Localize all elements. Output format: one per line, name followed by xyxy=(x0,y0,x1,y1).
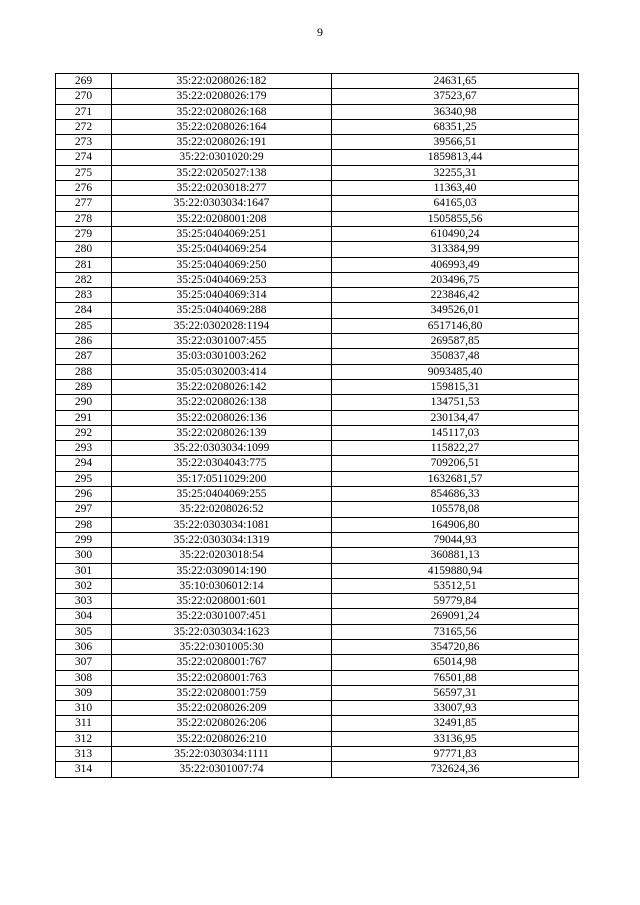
row-number-cell: 294 xyxy=(56,456,112,471)
value-cell: 350837,48 xyxy=(332,349,579,364)
cadastral-number-cell: 35:22:0301007:451 xyxy=(112,609,332,624)
row-number-cell: 285 xyxy=(56,318,112,333)
row-number-cell: 314 xyxy=(56,762,112,777)
cadastral-number-cell: 35:22:0208026:139 xyxy=(112,425,332,440)
cadastral-number-cell: 35:22:0208026:138 xyxy=(112,395,332,410)
cadastral-number-cell: 35:22:0208001:601 xyxy=(112,594,332,609)
cadastral-number-cell: 35:22:0301007:74 xyxy=(112,762,332,777)
page-number: 9 xyxy=(317,25,323,39)
row-number-cell: 291 xyxy=(56,410,112,425)
table-row xyxy=(56,487,579,502)
cadastral-number-cell: 35:25:0404069:251 xyxy=(112,226,332,241)
cadastral-number-cell: 35:25:0404069:253 xyxy=(112,272,332,287)
row-number-cell: 306 xyxy=(56,639,112,654)
value-cell: 9093485,40 xyxy=(332,364,579,379)
cadastral-number-cell: 35:22:0208026:206 xyxy=(112,716,332,731)
row-number-cell: 283 xyxy=(56,288,112,303)
value-cell: 6517146,80 xyxy=(332,318,579,333)
cadastral-number-cell: 35:22:0303034:1099 xyxy=(112,441,332,456)
table-row xyxy=(56,716,579,731)
row-number-cell: 297 xyxy=(56,502,112,517)
cadastral-number-cell: 35:22:0208026:136 xyxy=(112,410,332,425)
cadastral-number-cell: 35:22:0301005:30 xyxy=(112,639,332,654)
cadastral-number-cell: 35:22:0203018:277 xyxy=(112,181,332,196)
cadastral-number-cell: 35:22:0303034:1111 xyxy=(112,747,332,762)
cadastral-number-cell: 35:22:0309014:190 xyxy=(112,563,332,578)
cadastral-number-cell: 35:22:0303034:1319 xyxy=(112,532,332,547)
table-row xyxy=(56,731,579,746)
row-number-cell: 303 xyxy=(56,594,112,609)
row-number-cell: 270 xyxy=(56,89,112,104)
row-number-cell: 273 xyxy=(56,135,112,150)
cadastral-number-cell: 35:22:0208026:210 xyxy=(112,731,332,746)
value-cell: 56597,31 xyxy=(332,685,579,700)
value-cell: 76501,88 xyxy=(332,670,579,685)
cadastral-number-cell: 35:22:0208001:767 xyxy=(112,655,332,670)
table-row xyxy=(56,655,579,670)
table-row xyxy=(56,165,579,180)
cadastral-number-cell: 35:22:0208026:182 xyxy=(112,74,332,89)
table-row xyxy=(56,395,579,410)
table-row xyxy=(56,517,579,532)
table-row xyxy=(56,364,579,379)
value-cell: 115822,27 xyxy=(332,441,579,456)
row-number-cell: 290 xyxy=(56,395,112,410)
cadastral-number-cell: 35:22:0208001:763 xyxy=(112,670,332,685)
value-cell: 349526,01 xyxy=(332,303,579,318)
cadastral-number-cell: 35:22:0303034:1623 xyxy=(112,624,332,639)
value-cell: 53512,51 xyxy=(332,578,579,593)
row-number-cell: 276 xyxy=(56,181,112,196)
table-row xyxy=(56,196,579,211)
value-cell: 79044,93 xyxy=(332,532,579,547)
row-number-cell: 300 xyxy=(56,548,112,563)
row-number-cell: 308 xyxy=(56,670,112,685)
row-number-cell: 293 xyxy=(56,441,112,456)
table-row xyxy=(56,670,579,685)
cadastral-number-cell: 35:22:0301007:455 xyxy=(112,334,332,349)
cadastral-number-cell: 35:22:0303034:1647 xyxy=(112,196,332,211)
row-number-cell: 278 xyxy=(56,211,112,226)
cadastral-number-cell: 35:22:0304043:775 xyxy=(112,456,332,471)
table-row xyxy=(56,334,579,349)
table-row xyxy=(56,226,579,241)
row-number-cell: 312 xyxy=(56,731,112,746)
value-cell: 32255,31 xyxy=(332,165,579,180)
value-cell: 1505855,56 xyxy=(332,211,579,226)
cadastral-number-cell: 35:10:0306012:14 xyxy=(112,578,332,593)
row-number-cell: 286 xyxy=(56,334,112,349)
value-cell: 4159880,94 xyxy=(332,563,579,578)
row-number-cell: 272 xyxy=(56,119,112,134)
value-cell: 269587,85 xyxy=(332,334,579,349)
cadastral-number-cell: 35:03:0301003:262 xyxy=(112,349,332,364)
table-row xyxy=(56,119,579,134)
row-number-cell: 310 xyxy=(56,701,112,716)
table-row xyxy=(56,701,579,716)
table-row xyxy=(56,456,579,471)
table-row xyxy=(56,288,579,303)
value-cell: 1632681,57 xyxy=(332,471,579,486)
cadastral-number-cell: 35:22:0208026:168 xyxy=(112,104,332,119)
table-row xyxy=(56,609,579,624)
row-number-cell: 304 xyxy=(56,609,112,624)
row-number-cell: 284 xyxy=(56,303,112,318)
table-row xyxy=(56,242,579,257)
table-row xyxy=(56,410,579,425)
row-number-cell: 288 xyxy=(56,364,112,379)
table-row xyxy=(56,548,579,563)
value-cell: 159815,31 xyxy=(332,379,579,394)
value-cell: 203496,75 xyxy=(332,272,579,287)
row-number-cell: 269 xyxy=(56,74,112,89)
table-body xyxy=(56,74,579,778)
cadastral-number-cell: 35:25:0404069:288 xyxy=(112,303,332,318)
table-row xyxy=(56,74,579,89)
cadastral-number-cell: 35:22:0208001:759 xyxy=(112,685,332,700)
table-row xyxy=(56,150,579,165)
value-cell: 269091,24 xyxy=(332,609,579,624)
row-number-cell: 296 xyxy=(56,487,112,502)
table-row xyxy=(56,379,579,394)
row-number-cell: 309 xyxy=(56,685,112,700)
row-number-cell: 271 xyxy=(56,104,112,119)
table-row xyxy=(56,211,579,226)
row-number-cell: 313 xyxy=(56,747,112,762)
value-cell: 854686,33 xyxy=(332,487,579,502)
value-cell: 610490,24 xyxy=(332,226,579,241)
value-cell: 73165,56 xyxy=(332,624,579,639)
cadastral-number-cell: 35:22:0208026:191 xyxy=(112,135,332,150)
row-number-cell: 277 xyxy=(56,196,112,211)
value-cell: 709206,51 xyxy=(332,456,579,471)
cadastral-value-table xyxy=(55,73,579,778)
cadastral-number-cell: 35:22:0205027:138 xyxy=(112,165,332,180)
value-cell: 360881,13 xyxy=(332,548,579,563)
table-row xyxy=(56,502,579,517)
cadastral-number-cell: 35:22:0301020:29 xyxy=(112,150,332,165)
table-row xyxy=(56,104,579,119)
value-cell: 354720,86 xyxy=(332,639,579,654)
row-number-cell: 281 xyxy=(56,257,112,272)
table-row xyxy=(56,441,579,456)
value-cell: 59779,84 xyxy=(332,594,579,609)
row-number-cell: 275 xyxy=(56,165,112,180)
value-cell: 406993,49 xyxy=(332,257,579,272)
table-row xyxy=(56,181,579,196)
cadastral-number-cell: 35:17:0511029:200 xyxy=(112,471,332,486)
row-number-cell: 301 xyxy=(56,563,112,578)
row-number-cell: 307 xyxy=(56,655,112,670)
row-number-cell: 279 xyxy=(56,226,112,241)
row-number-cell: 298 xyxy=(56,517,112,532)
value-cell: 33007,93 xyxy=(332,701,579,716)
table-row xyxy=(56,532,579,547)
value-cell: 64165,03 xyxy=(332,196,579,211)
table-row xyxy=(56,257,579,272)
table-row xyxy=(56,747,579,762)
table-row xyxy=(56,578,579,593)
value-cell: 230134,47 xyxy=(332,410,579,425)
row-number-cell: 274 xyxy=(56,150,112,165)
table-row xyxy=(56,89,579,104)
cadastral-number-cell: 35:25:0404069:255 xyxy=(112,487,332,502)
row-number-cell: 292 xyxy=(56,425,112,440)
row-number-cell: 302 xyxy=(56,578,112,593)
table-row xyxy=(56,624,579,639)
value-cell: 36340,98 xyxy=(332,104,579,119)
row-number-cell: 299 xyxy=(56,532,112,547)
cadastral-number-cell: 35:22:0208001:208 xyxy=(112,211,332,226)
row-number-cell: 311 xyxy=(56,716,112,731)
table-row xyxy=(56,563,579,578)
cadastral-number-cell: 35:25:0404069:250 xyxy=(112,257,332,272)
table-row xyxy=(56,685,579,700)
cadastral-number-cell: 35:22:0203018:54 xyxy=(112,548,332,563)
row-number-cell: 289 xyxy=(56,379,112,394)
value-cell: 732624,36 xyxy=(332,762,579,777)
value-cell: 223846,42 xyxy=(332,288,579,303)
value-cell: 39566,51 xyxy=(332,135,579,150)
row-number-cell: 282 xyxy=(56,272,112,287)
table-row xyxy=(56,425,579,440)
value-cell: 105578,08 xyxy=(332,502,579,517)
value-cell: 24631,65 xyxy=(332,74,579,89)
cadastral-number-cell: 35:22:0208026:179 xyxy=(112,89,332,104)
cadastral-number-cell: 35:05:0302003:414 xyxy=(112,364,332,379)
value-cell: 11363,40 xyxy=(332,181,579,196)
cadastral-number-cell: 35:22:0303034:1081 xyxy=(112,517,332,532)
table-row xyxy=(56,349,579,364)
cadastral-number-cell: 35:25:0404069:254 xyxy=(112,242,332,257)
table-row xyxy=(56,594,579,609)
table-row xyxy=(56,303,579,318)
table-row xyxy=(56,762,579,777)
cadastral-number-cell: 35:22:0208026:209 xyxy=(112,701,332,716)
table-row xyxy=(56,471,579,486)
table-row xyxy=(56,639,579,654)
row-number-cell: 280 xyxy=(56,242,112,257)
value-cell: 313384,99 xyxy=(332,242,579,257)
value-cell: 134751,53 xyxy=(332,395,579,410)
value-cell: 97771,83 xyxy=(332,747,579,762)
row-number-cell: 295 xyxy=(56,471,112,486)
value-cell: 65014,98 xyxy=(332,655,579,670)
value-cell: 164906,80 xyxy=(332,517,579,532)
table-row xyxy=(56,318,579,333)
row-number-cell: 305 xyxy=(56,624,112,639)
cadastral-number-cell: 35:22:0208026:142 xyxy=(112,379,332,394)
value-cell: 32491,85 xyxy=(332,716,579,731)
cadastral-number-cell: 35:22:0302028:1194 xyxy=(112,318,332,333)
value-cell: 68351,25 xyxy=(332,119,579,134)
cadastral-number-cell: 35:25:0404069:314 xyxy=(112,288,332,303)
cadastral-number-cell: 35:22:0208026:164 xyxy=(112,119,332,134)
value-cell: 33136,95 xyxy=(332,731,579,746)
value-cell: 1859813,44 xyxy=(332,150,579,165)
value-cell: 145117,03 xyxy=(332,425,579,440)
cadastral-number-cell: 35:22:0208026:52 xyxy=(112,502,332,517)
value-cell: 37523,67 xyxy=(332,89,579,104)
table-row xyxy=(56,272,579,287)
table-row xyxy=(56,135,579,150)
row-number-cell: 287 xyxy=(56,349,112,364)
